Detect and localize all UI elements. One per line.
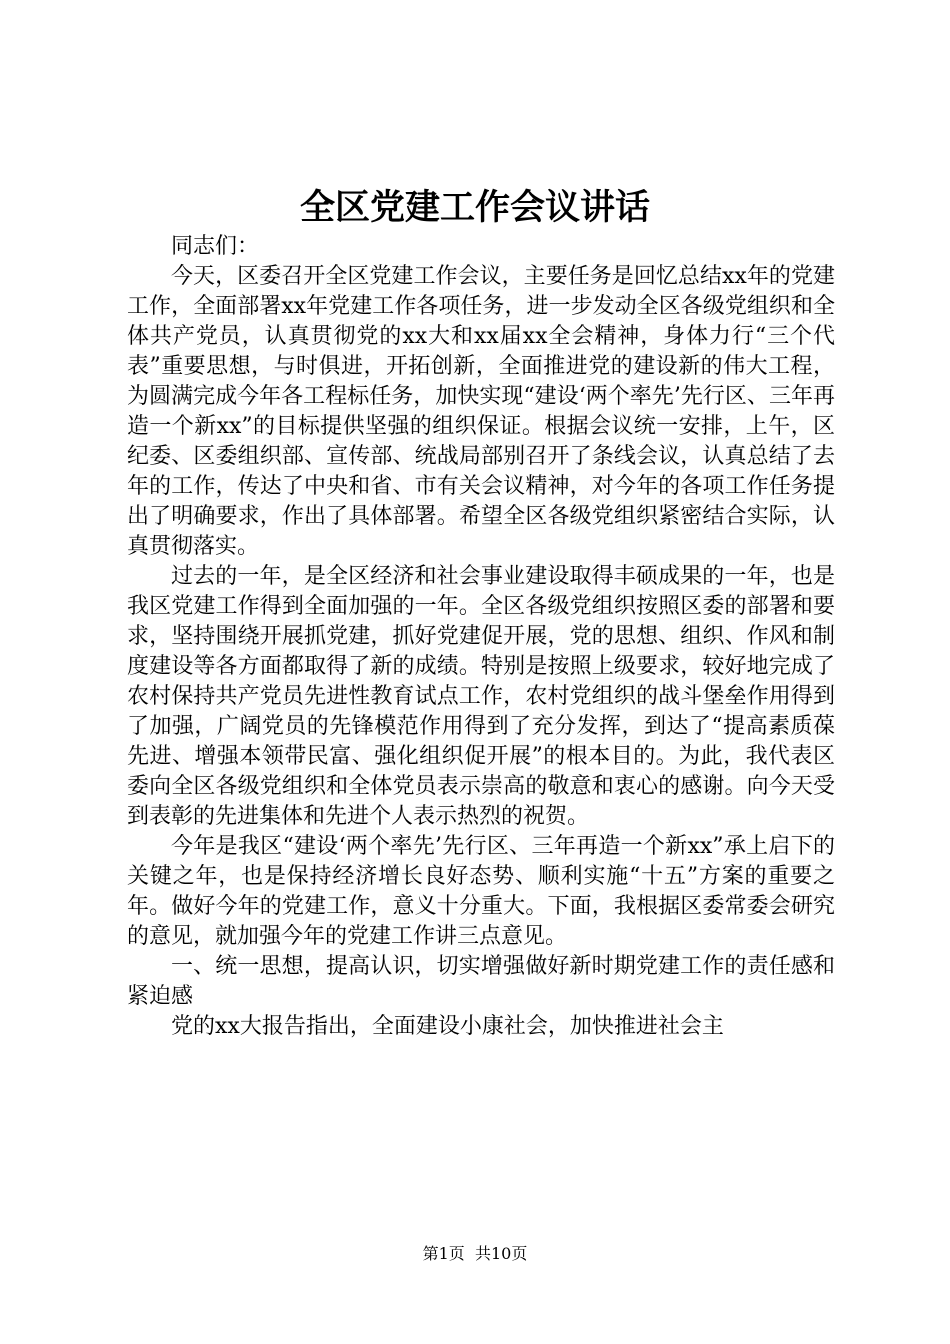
document-title: 全区党建工作会议讲话 bbox=[299, 188, 650, 228]
page-number: 第1页 bbox=[422, 1244, 465, 1263]
page-total: 共10页 bbox=[474, 1244, 528, 1263]
paragraph: 党的xx大报告指出，全面建设小康社会，加快推进社会主 bbox=[171, 1014, 724, 1039]
paragraph: 今年是我区“建设‘两个率先’先行区、三年再造一个新xx”承上启下的关键之年，也是保持经济增长良好态势、顺利实施“十五”方案的重要之年。做好今年的党建工作，意义十分重大。下面，我根据区委常委会研究的意见，就加强今年的党建工作讲三点意见。 bbox=[127, 834, 835, 949]
footer-spacer bbox=[465, 1244, 475, 1263]
salutation: 同志们： bbox=[171, 234, 260, 259]
document-body bbox=[127, 232, 835, 1042]
page-footer bbox=[0, 1243, 950, 1265]
paragraph: 今天，区委召开全区党建工作会议，主要任务是回忆总结xx年的党建工作，全面部署xx年党建工作各项任务，进一步发动全区各级党组织和全体共产党员，认真贯彻党的xx大和xx届xx全会精神，身体力行“三个代表”重要思想，与时俱进，开拓创新，全面推进党的建设新的伟大工程，为圆满完成今年各工程标任务，加快实现“建设‘两个率先’先行区、三年再造一个新xx”的目标提供坚强的组织保证。根据会议统一安排，上午，区纪委、区委组织部、宣传部、统战局部别召开了条线会议，认真总结了去年的工作，传达了中央和省、市有关会议精神，对今年的各项工作任务提出了明确要求，作出了具体部署。希望全区各级党组织紧密结合实际，认真贯彻落实。 bbox=[127, 264, 835, 559]
section-heading: 一、统一思想，提高认识，切实增强做好新时期党建工作的责任感和紧迫感 bbox=[127, 954, 835, 1009]
paragraph: 过去的一年，是全区经济和社会事业建设取得丰硕成果的一年，也是我区党建工作得到全面加强的一年。全区各级党组织按照区委的部署和要求，坚持围绕开展抓党建，抓好党建促开展，党的思想、组织、作风和制度建设等各方面都取得了新的成绩。特别是按照上级要求，较好地完成了农村保持共产党员先进性教育试点工作，农村党组织的战斗堡垒作用得到了加强，广阔党员的先锋模范作用得到了充分发挥，到达了“提高素质葆先进、增强本领带民富、强化组织促开展”的根本目的。为此，我代表区委向全区各级党组织和全体党员表示崇高的敬意和衷心的感谢。向今天受到表彰的先进集体和先进个人表示热烈的祝贺。 bbox=[127, 564, 835, 829]
